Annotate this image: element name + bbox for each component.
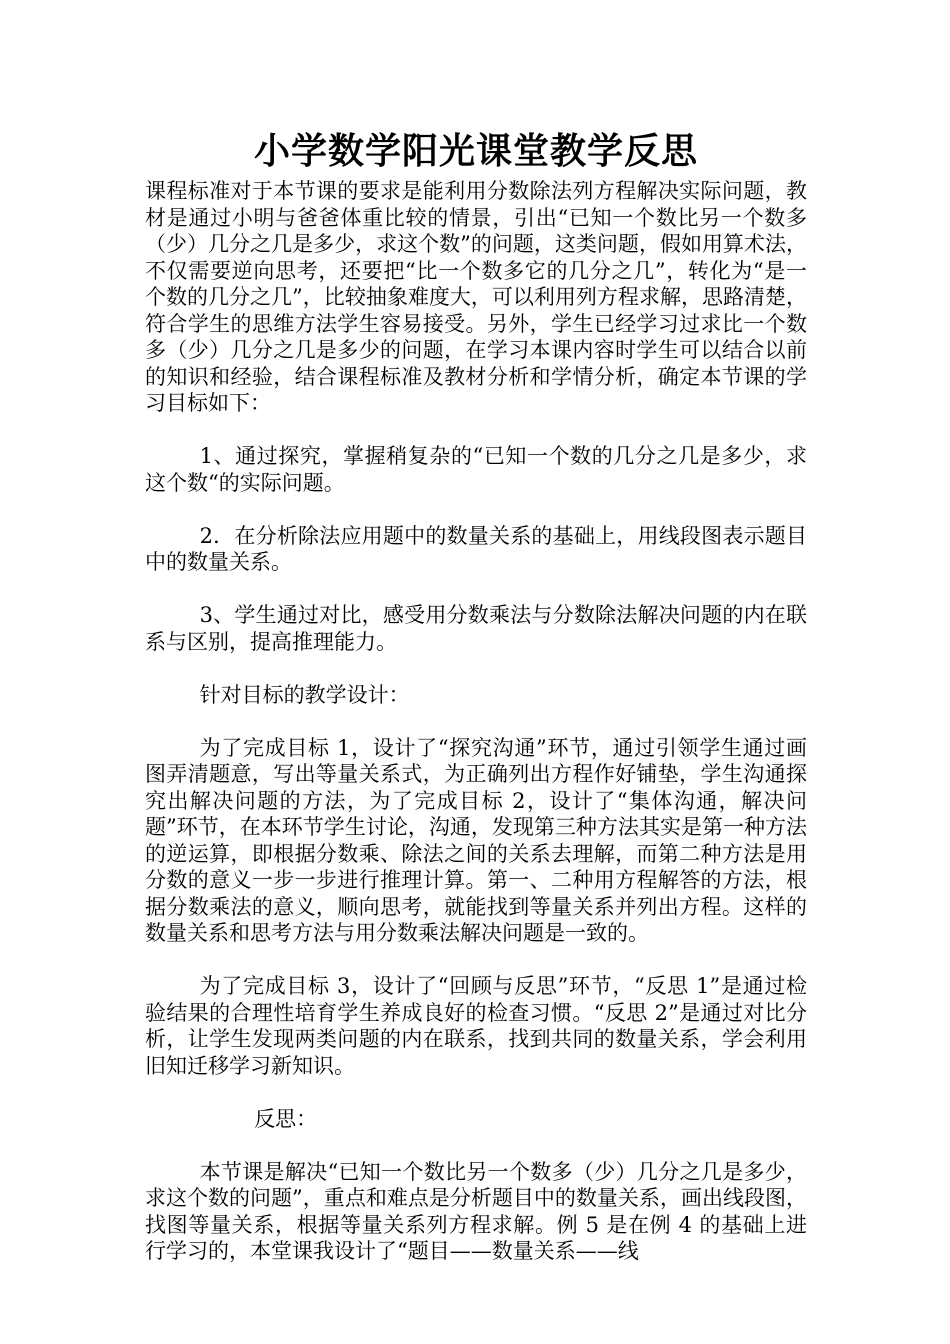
section-heading-design: 针对目标的教学设计： xyxy=(199,682,410,707)
document-page xyxy=(145,126,807,1265)
document-title: 小学数学阳光课堂教学反思 xyxy=(253,131,698,172)
section-heading-reflection: 反思： xyxy=(254,1106,318,1131)
paragraph-design-goal-3: 为了完成目标 3，设计了“回顾与反思”环节，“反思 1”是通过检验结果的合理性培育学生养成良好的检查习惯。“反思 2”是通过对比分析，让学生发现两类问题的内在联系，找到共同的数量关系，学会利用旧知迁移学习新知识。 xyxy=(145,974,807,1078)
paragraph-goal-1: 1、通过探究，掌握稍复杂的“已知一个数的几分之几是多少，求这个数“的实际问题。 xyxy=(145,444,807,495)
paragraph-reflection: 本节课是解决“已知一个数比另一个数多（少）几分之几是多少，求这个数的问题”，重点和难点是分析题目中的数量关系，画出线段图，找图等量关系，根据等量关系列方程求解。例 5 是在例 4 的基础上进行学习的，本堂课我设计了“题目——数量关系——线 xyxy=(145,1159,807,1263)
paragraph-intro: 课程标准对于本节课的要求是能利用分数除法列方程解决实际问题，教材是通过小明与爸爸体重比较的情景，引出“已知一个数比另一个数多（少）几分之几是多少，求这个数”的问题，这类问题，假如用算术法，不仅需要逆向思考，还要把“比一个数多它的几分之几”，转化为“是一个数的几分之几”，比较抽象难度大，可以利用列方程求解，思路清楚，符合学生的思维方法学生容易接受。另外，学生已经学习过求比一个数多（少）几分之几是多少的问题，在学习本课内容时学生可以结合以前的知识和经验，结合课程标准及教材分析和学情分析，确定本节课的学习目标如下： xyxy=(145,179,807,415)
paragraph-goal-3: 3、学生通过对比，感受用分数乘法与分数除法解决问题的内在联系与区别，提高推理能力。 xyxy=(145,603,807,654)
paragraph-design-goal-1-2: 为了完成目标 1，设计了“探究沟通”环节，通过引领学生通过画图弄清题意，写出等量关系式，为正确列出方程作好铺垫，学生沟通探究出解决问题的方法，为了完成目标 2，设计了“集体沟通，解决问题”环节，在本环节学生讨论，沟通，发现第三种方法其实是第一种方法的逆运算，即根据分数乘、除法之间的关系去理解，而第二种方法是用分数的意义一步一步进行推理计算。第一、二种用方程解答的方法，根据分数乘法的意义，顺向思考，就能找到等量关系并列出方程。这样的数量关系和思考方法与用分数乘法解决问题是一致的。 xyxy=(145,735,807,945)
paragraph-goal-2: 2．在分析除法应用题中的数量关系的基础上，用线段图表示题目中的数量关系。 xyxy=(145,523,807,574)
